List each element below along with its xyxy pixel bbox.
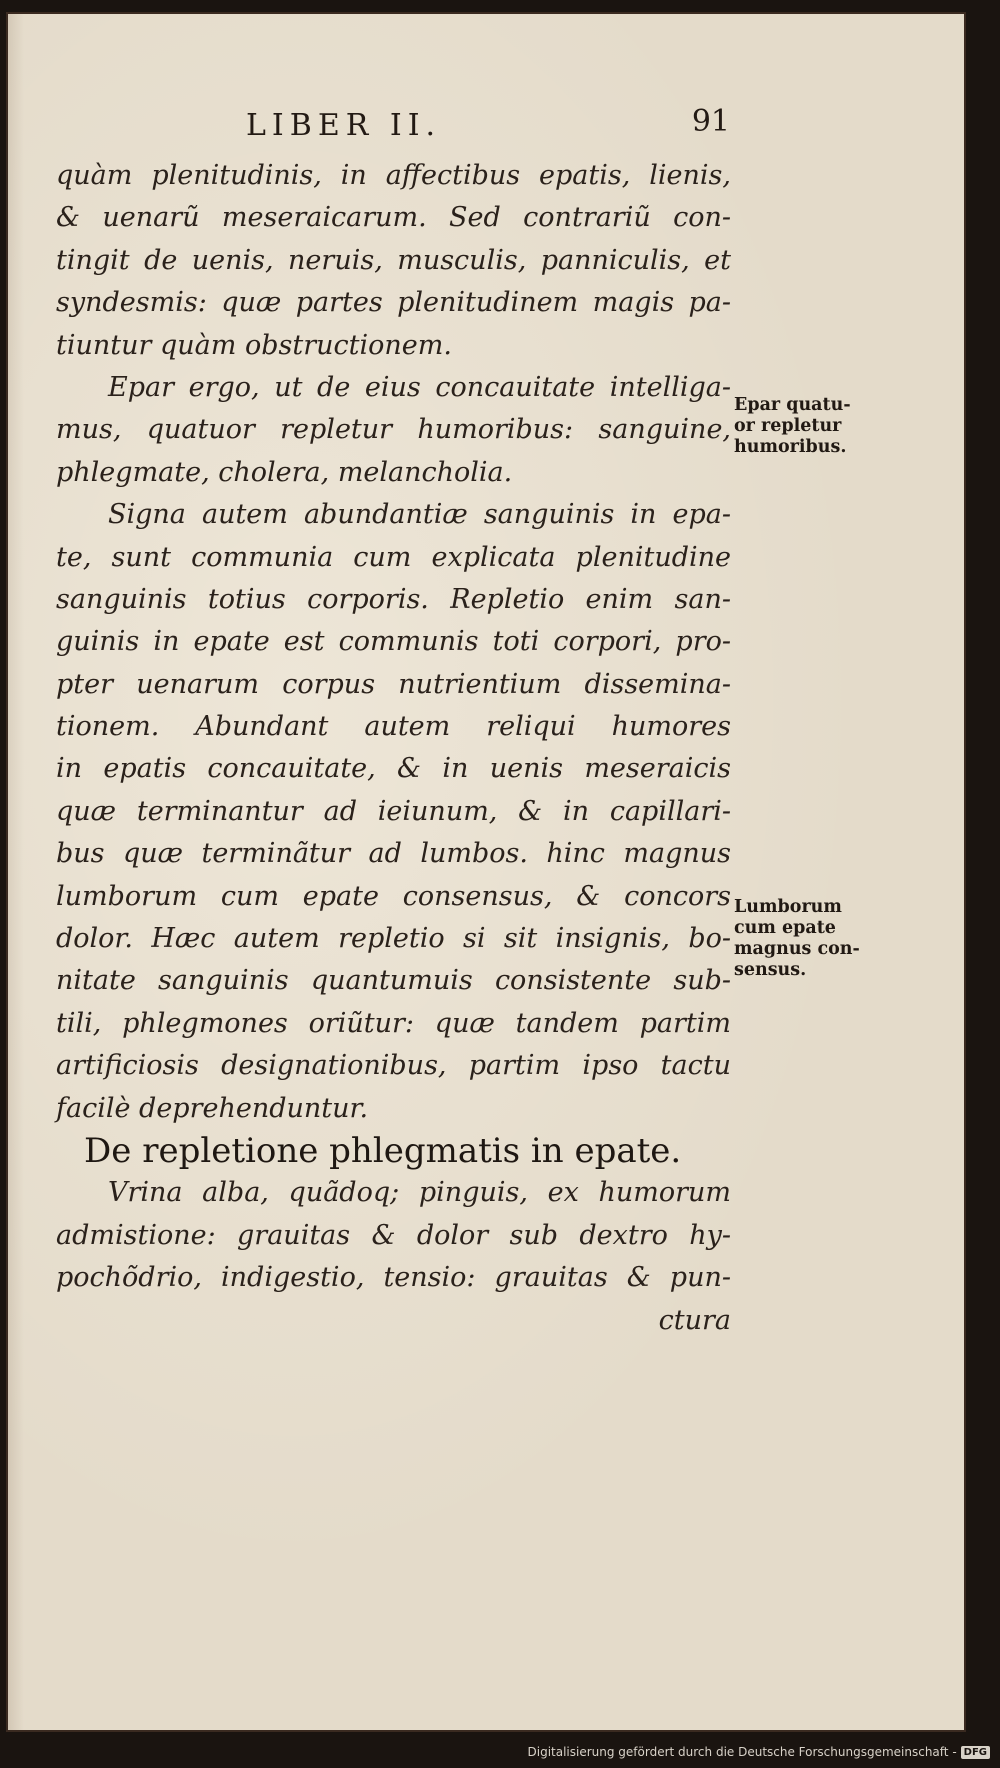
- section-heading: De repletione phlegmatis in epate.: [84, 1130, 682, 1171]
- text-line: quàm plenitudinis, in affectibus epatis, lienis,: [56, 160, 731, 191]
- margin-note-line: or repletur: [734, 416, 842, 436]
- margin-note: [734, 395, 874, 458]
- text-line: tingit de uenis, neruis, musculis, panniculis, et: [56, 244, 731, 276]
- running-head: LIBER II.: [246, 108, 442, 143]
- text-line: in epatis concauitate, & in uenis meseraicis: [56, 753, 731, 785]
- text-line: Vrina alba, quãdoq; pinguis, ex humorum: [108, 1177, 731, 1209]
- text-line: phlegmate, cholera, melancholia.: [56, 456, 513, 488]
- text-line: nitate sanguinis quantumuis consistente sub-: [56, 965, 731, 997]
- page-header: [246, 104, 736, 154]
- text-line: admistione: grauitas & dolor sub dextro hy-: [56, 1219, 731, 1251]
- text-line: guinis in epate est communis toti corpori, pro-: [56, 626, 731, 658]
- margin-note: [734, 897, 874, 981]
- credit-text: Digitalisierung gefördert durch die Deutsche Forschungsgemeinschaft -: [527, 1745, 957, 1759]
- catchword: ctura: [658, 1304, 731, 1336]
- text-line: tiuntur quàm obstructionem.: [56, 329, 452, 361]
- text-line: Signa autem abundantiæ sanguinis in epa-: [108, 499, 731, 531]
- main-text: [56, 155, 731, 1342]
- text-line: quæ terminantur ad ieiunum, & in capillari-: [56, 795, 731, 827]
- margin-note-line: sensus.: [734, 960, 807, 980]
- text-line: dolor. Hæc autem repletio si sit insignis, bo-: [56, 923, 731, 955]
- text-line: te, sunt communia cum explicata plenitudine: [56, 541, 731, 573]
- margin-note-line: humoribus.: [734, 437, 847, 457]
- margin-note-line: Lumborum: [734, 897, 842, 917]
- text-line: pter uenarum corpus nutrientium dissemina-: [56, 668, 731, 700]
- margin-note-line: Epar quatu-: [734, 395, 851, 415]
- text-line: mus, quatuor repletur humoribus: sanguine,: [56, 414, 731, 446]
- text-line: artificiosis designationibus, partim ipso tactu: [56, 1050, 731, 1082]
- text-line: bus quæ terminãtur ad lumbos. hinc magnus: [56, 838, 731, 870]
- margin-note-line: cum epate: [734, 918, 836, 938]
- text-line: syndesmis: quæ partes plenitudinem magis pa-: [56, 287, 731, 319]
- text-line: tili, phlegmones oriũtur: quæ tandem partim: [56, 1007, 731, 1039]
- text-line: tionem. Abundant autem reliqui humores: [56, 711, 731, 743]
- text-line: pochõdrio, indigestio, tensio: grauitas & pun-: [56, 1262, 731, 1294]
- text-line: Epar ergo, ut de eius concauitate intelliga-: [108, 371, 731, 403]
- text-line: & uenarũ meseraicarum. Sed contrariũ con-: [56, 202, 731, 234]
- text-line: sanguinis totius corporis. Repletio enim san-: [56, 583, 731, 615]
- margin-note-line: magnus con-: [734, 939, 860, 959]
- book-page: [6, 12, 966, 1732]
- digitization-credit: [528, 1742, 991, 1762]
- text-line: facilè deprehenduntur.: [56, 1092, 369, 1124]
- page-number: 91: [691, 104, 730, 139]
- dfg-logo: DFG: [961, 1746, 990, 1759]
- text-line: lumborum cum epate consensus, & concors: [56, 880, 731, 912]
